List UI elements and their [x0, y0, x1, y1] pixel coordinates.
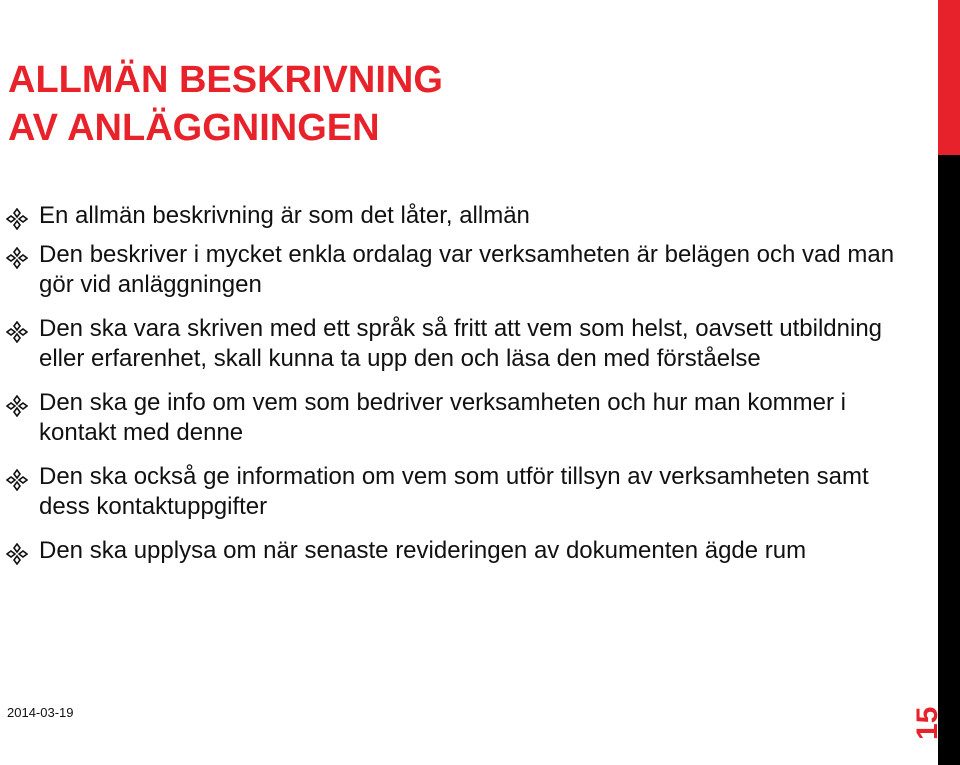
four-diamond-bullet-icon	[6, 395, 28, 417]
bullet-item	[6, 388, 906, 448]
accent-bar	[938, 0, 960, 155]
bullet-list	[6, 201, 906, 580]
four-diamond-bullet-icon	[6, 321, 28, 343]
four-diamond-bullet-icon	[6, 247, 28, 269]
four-diamond-bullet-icon	[6, 469, 28, 491]
bullet-item	[6, 314, 906, 374]
bullet-item	[6, 240, 906, 300]
bullet-text: Den ska vara skriven med ett språk så fritt att vem som helst, oavsett utbildning eller erfarenhet, skall kunna ta upp den och läsa den med förståelse	[39, 315, 883, 372]
bullet-item	[6, 536, 906, 566]
bullet-text: Den ska ge info om vem som bedriver verksamheten och hur man kommer i kontakt med denne	[39, 389, 846, 446]
side-bar	[938, 155, 960, 765]
bullet-text: Den ska upplysa om när senaste revideringen av dokumenten ägde rum	[39, 537, 807, 564]
title-line-2: AV ANLÄGGNINGEN	[8, 107, 380, 149]
footer-date: 2014-03-19	[7, 705, 74, 720]
page-number-text: 15	[911, 706, 944, 740]
bullet-item	[6, 462, 906, 522]
four-diamond-bullet-icon	[6, 208, 28, 230]
four-diamond-bullet-icon	[6, 543, 28, 565]
slide-title	[8, 56, 443, 152]
bullet-text: Den beskriver i mycket enkla ordalag var verksamheten är belägen och vad man gör vid anläggningen	[39, 241, 895, 298]
bullet-item	[6, 201, 906, 231]
bullet-text: En allmän beskrivning är som det låter, allmän	[39, 202, 530, 229]
title-line-1: ALLMÄN BESKRIVNING	[8, 59, 443, 101]
bullet-text: Den ska också ge information om vem som utför tillsyn av verksamheten samt dess kontaktuppgifter	[39, 463, 869, 520]
